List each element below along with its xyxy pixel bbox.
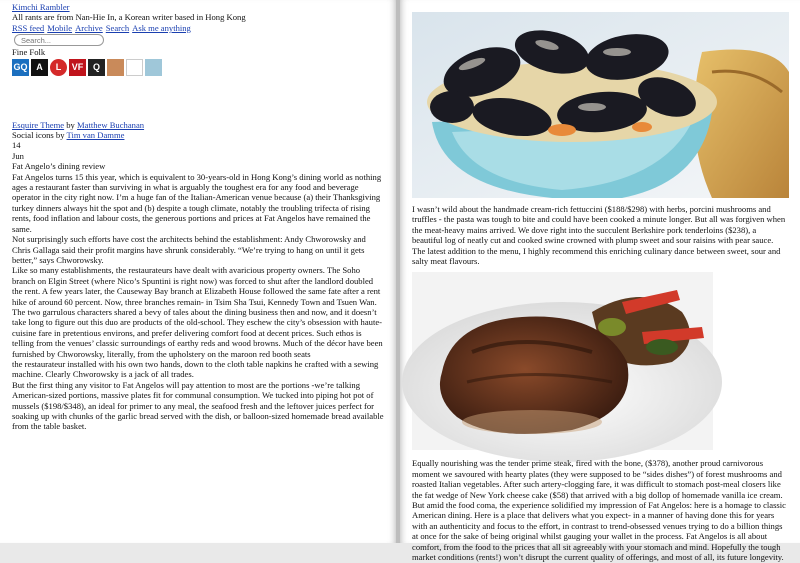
fine-folk-label: Fine Folk bbox=[12, 47, 46, 58]
post-paragraph-2: Not surprisingly such efforts have cost the architects behind the establishment: Andy Chworowsky and Chris Gallaga said their profit margins have shrunk considerably. “We’re trying to hang on until it gets better,” says Chworowsky. bbox=[12, 234, 366, 265]
collage-icon[interactable] bbox=[145, 59, 162, 76]
illustration-icon[interactable] bbox=[126, 59, 143, 76]
ask-me-anything-link[interactable]: Ask me anything bbox=[132, 22, 191, 33]
post-paragraph-5: the restaurateur installed with his own two hands, down to the cloth table napkins he crafted with a sewing machine. Clearly Chworowsky is a jack of all trades. bbox=[12, 358, 379, 380]
by-text: by bbox=[64, 119, 77, 130]
mobile-link[interactable]: Mobile bbox=[47, 22, 73, 33]
blog-tagline: All rants are from Nan-Hie In, a Korean writer based in Hong Kong bbox=[12, 12, 246, 23]
vanity-fair-icon[interactable]: VF bbox=[69, 59, 86, 76]
post-month: Jun bbox=[12, 150, 24, 161]
search-link[interactable]: Search bbox=[105, 22, 130, 33]
right-page bbox=[400, 0, 800, 563]
social-icons-text: Social icons by bbox=[12, 130, 67, 141]
review-paragraph-right-1: I wasn’t wild about the handmade cream-rich fettuccini ($188/$298) with herbs, porcini mushrooms and truffles - the pasta was tough to bite and could have been cooked a minute longer. But all was forgiven when the meat-heavy mains arrived. We dove right into the succulent Berkshire pork tenderloins ($238), a beautiful log of neatly cut and cooked swine crowned with plump sweet and sour raisins with pear sauce. The latest addition to the menu, I highly recommend this enriching culinary dance between sweet, sour and salty meat flavours. bbox=[412, 204, 786, 267]
social-icons-author-link[interactable]: Tim van Damme bbox=[66, 130, 125, 141]
post-paragraph-6: But the first thing any visitor to Fat Angelos will pay attention to most are the portions -we’re talking American-sized portions, massive plates fit for communal consumption. We tucked into piping hot pot of mussels ($198/$348), an ideal for primer to any meal, the seafood fresh and the leftover juices perfect for soaking up with chunks of the garlic bread served with the dish, or balloon-sized homemade bread available from the table basket. bbox=[12, 379, 384, 432]
blog-title-link[interactable]: Kimchi Rambler bbox=[12, 2, 70, 12]
post-paragraph-3: Like so many establishments, the restaurateurs have dealt with avaricious property owners. The Soho branch on Elgin Street (where Nico’s Spuntini is right now) was forced to shut after the landlord doubled the rent. A few years later, the Causeway Bay branch at Elizabeth House followed the same fate after a rent hike of around 60 percent. Now, three branches remain- in Tsim Sha Tsui, Kennedy Town and Tsuen Wan. bbox=[12, 265, 381, 307]
food-badge-icon[interactable] bbox=[107, 59, 124, 76]
post-paragraph-1: Fat Angelos turns 15 this year, which is equivalent to 30-years-old in Hong Kong’s dining world as nothing ages a restaurant faster than surviving in what is arguably the toughest era for any food and beverage operator in the city right now. I’m a huge fan of the Italian-American venue because (a) their Thanksgiving turkey dinners always hit the spot and (b) despite a tough climate, notably the troubling trifecta of rising rents, food inflation and labour costs, the generous portions and prices at Fat Angelos have remained the same. bbox=[12, 171, 382, 234]
latimes-icon[interactable]: L bbox=[50, 59, 67, 76]
fine-folk-icons bbox=[12, 59, 384, 76]
esquire-theme-link[interactable]: Esquire Theme bbox=[12, 119, 65, 130]
mussels-photo bbox=[412, 12, 789, 198]
quartz-icon[interactable]: Q bbox=[88, 59, 105, 76]
rss-feed-link[interactable]: RSS feed bbox=[12, 22, 45, 33]
steak-photo bbox=[412, 272, 713, 450]
left-page bbox=[0, 0, 396, 543]
archive-link[interactable]: Archive bbox=[75, 22, 103, 33]
search-input[interactable] bbox=[14, 34, 104, 46]
theme-author-link[interactable]: Matthew Buchanan bbox=[77, 119, 145, 130]
post-day: 14 bbox=[12, 140, 21, 151]
post-title: Fat Angelo’s dining review bbox=[12, 161, 106, 172]
gq-icon[interactable]: GQ bbox=[12, 59, 29, 76]
atlantic-icon[interactable]: A bbox=[31, 59, 48, 76]
blog-nav-links bbox=[12, 23, 384, 33]
post-paragraph-4: The two garrulous characters shared a bevy of tales about the dining business then and now, and it doesn’t take long to figure out this duo are products of the old-school. They eschew the city’s obsession with haute-cuisine fare in pretentious environs, and prefer delivering comfort food at decent prices. Such ethos is telling from the venues’ classic surroundings of earthy reds and wood browns. Much of the décor have been furnished by Chworowsky, literally, from the upholstery on the maroon red booth seats bbox=[12, 306, 383, 359]
review-paragraph-right-2: Equally nourishing was the tender prime steak, fired with the bone, ($378), another proud carnivorous moment we savoured with hearty plates (they were supposed to be “sides dishes”) of forest mushrooms and roasted Italian vegetables. After such artery-clogging fare, it was difficult to stomach post-meal closers like the fat wedge of New York cheese cake ($58) that arrived with a big dollop of homemade vanilla ice cream. But amid the food coma, the experience solidified my impression of Fat Angelos: here is a homage to classic American dining. Here is a place that delivers what you expect- in a manner of having done this for years with an authenticity and focus to the effort, in contrast to trend-obsessed venues trying to do a billion things at once for the sake of being original whilst gauging your wallet in the process. Fat Angelos is all about comfort, from the food to the prices that all sit agreeably with your stomach and mind. Hopefully the tough market conditions (rents!) won’t disrupt the current quality of offerings, and most of all, its future longevity. bbox=[412, 458, 786, 563]
